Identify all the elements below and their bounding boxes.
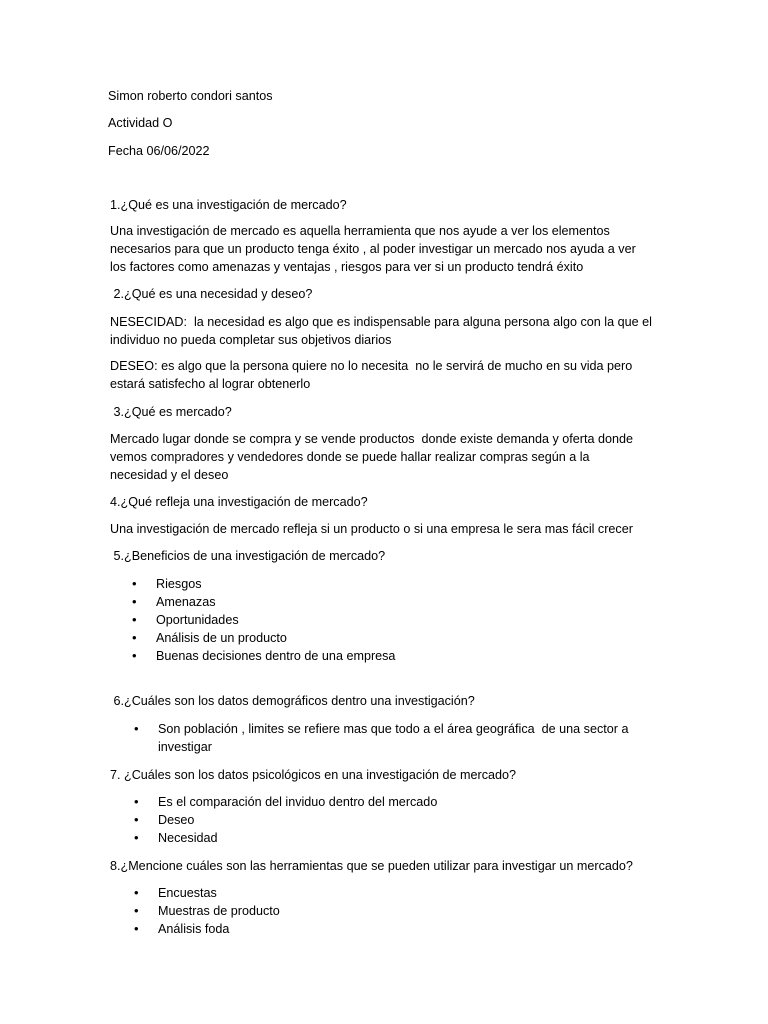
- question-7: 7. ¿Cuáles son los datos psicológicos en una investigación de mercado?: [110, 768, 517, 782]
- answer-3-line: vemos compradores y vendedores donde se puede hallar realizar compras según a la: [110, 450, 590, 464]
- list-item: • Necesidad: [134, 829, 437, 847]
- list-item: • Análisis de un producto: [132, 629, 395, 647]
- list-item: • Encuestas: [134, 884, 280, 902]
- question-4: 4.¿Qué refleja una investigación de mercado?: [110, 495, 368, 509]
- list-item: • Análisis foda: [134, 920, 280, 938]
- answer-3-line: necesidad y el deseo: [110, 468, 229, 482]
- answer-3-line: Mercado lugar donde se compra y se vende productos donde existe demanda y oferta donde: [110, 432, 633, 446]
- list-item: • Buenas decisiones dentro de una empresa: [132, 647, 395, 665]
- question-1: 1.¿Qué es una investigación de mercado?: [110, 198, 347, 212]
- answer-4: Una investigación de mercado refleja si un producto o si una empresa le sera mas fácil crecer: [110, 522, 633, 536]
- answer-1-line: Una investigación de mercado es aquella herramienta que nos ayude a ver los elementos: [110, 224, 610, 238]
- activity-label: Actividad O: [108, 116, 173, 130]
- question-8: 8.¿Mencione cuáles son las herramientas que se pueden utilizar para investigar un mercado?: [110, 859, 633, 873]
- question-5: 5.¿Beneficios de una investigación de mercado?: [110, 549, 386, 563]
- answer-2-desire-line: DESEO: es algo que la persona quiere no lo necesita no le servirá de mucho en su vida pero: [110, 359, 633, 373]
- list-item: • Muestras de producto: [134, 902, 280, 920]
- list-item: [134, 720, 628, 756]
- question-2: 2.¿Qué es una necesidad y deseo?: [110, 287, 313, 301]
- answer-2-desire: [110, 357, 658, 393]
- list-item: • Es el comparación del inviduo dentro del mercado: [134, 793, 437, 811]
- tools-list: [134, 884, 280, 938]
- answer-1-line: los factores como amenazas y ventajas , riesgos para ver si un producto tendrá éxito: [110, 260, 584, 274]
- list-item: • Deseo: [134, 811, 437, 829]
- answer-2-need: [110, 313, 658, 349]
- answer-2-need-line: individuo no pueda completar sus objetivos diarios: [110, 333, 392, 347]
- author-name: Simon roberto condori santos: [108, 89, 273, 103]
- list-item-line: investigar: [158, 740, 212, 755]
- list-item: • Oportunidades: [132, 611, 395, 629]
- demographic-list: [134, 720, 628, 756]
- list-item-line: • Son población , limites se refiere mas que todo a el área geográfica de una sector a: [158, 722, 629, 736]
- answer-3: [110, 430, 658, 484]
- psychological-list: [134, 793, 437, 847]
- list-item: • Riesgos: [132, 575, 395, 593]
- answer-2-desire-line: estará satisfecho al lograr obtenerlo: [110, 377, 311, 391]
- answer-1: [110, 222, 658, 276]
- answer-2-need-line: NESECIDAD: la necesidad es algo que es indispensable para alguna persona algo con la que el: [110, 315, 652, 329]
- benefits-list: [132, 575, 395, 665]
- date-label: Fecha 06/06/2022: [108, 144, 210, 158]
- question-3: 3.¿Qué es mercado?: [110, 405, 232, 419]
- question-6: 6.¿Cuáles son los datos demográficos dentro una investigación?: [110, 694, 475, 708]
- answer-1-line: necesarios para que un producto tenga éxito , al poder investigar un mercado nos ayuda a ver: [110, 242, 636, 256]
- list-item: • Amenazas: [132, 593, 395, 611]
